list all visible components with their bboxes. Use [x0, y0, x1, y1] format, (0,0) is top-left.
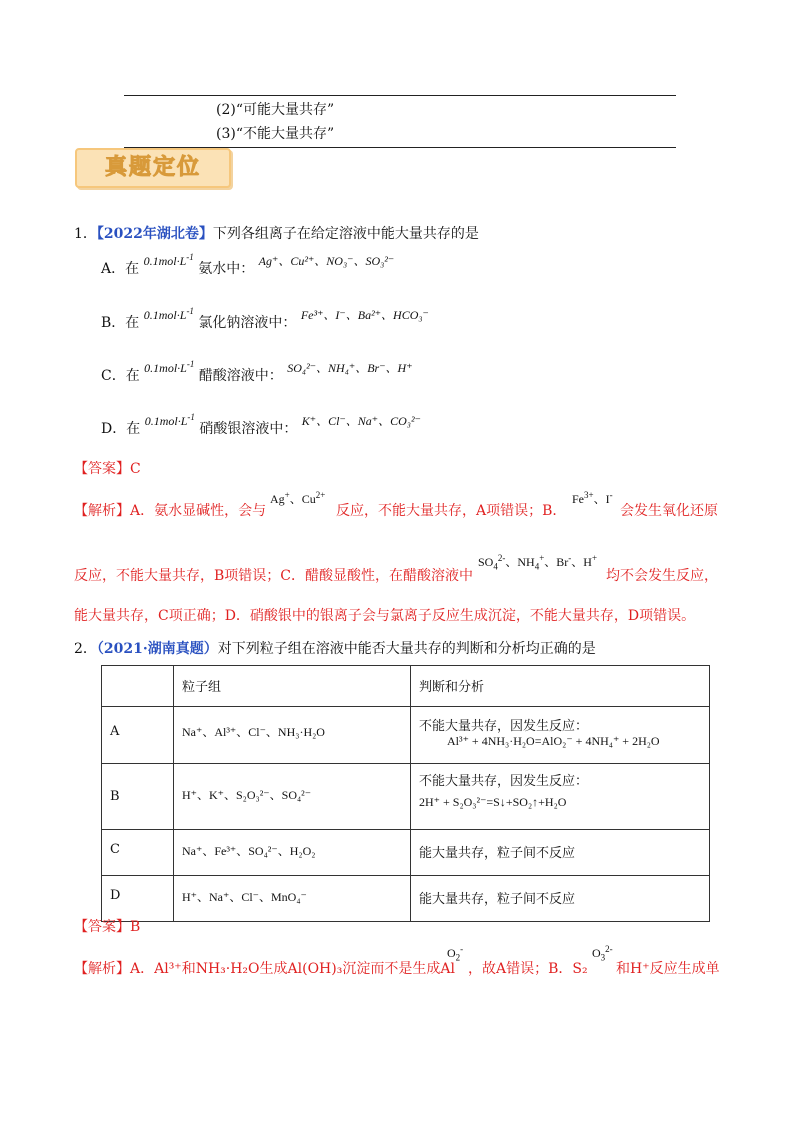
section-banner	[75, 148, 231, 188]
q2-analysis-ion-2: $O_3^{2-}$	[592, 944, 613, 963]
table-row[interactable]	[102, 876, 710, 922]
option-c-letter: C．在	[101, 368, 140, 384]
row-judge: 能大量共存，粒子间不反应	[411, 876, 710, 922]
q1-option-b[interactable]	[101, 306, 429, 332]
row-judge: 能大量共存，粒子间不反应	[411, 830, 710, 876]
q2-source: （2021·湖南真题）	[96, 641, 218, 657]
q2-analysis-line-1c: 和H⁺反应生成单	[616, 961, 720, 977]
q1-source: 【2022年湖北卷】	[96, 226, 213, 242]
option-d-ions: K⁺、Cl⁻、Na⁺、CO₃²⁻	[301, 414, 421, 428]
option-b-solution: 氯化钠溶液中：	[198, 315, 297, 331]
q2-answer-value: B	[130, 919, 141, 935]
q2-analysis-ion-1: $O_2^-$	[447, 944, 464, 963]
q2-table	[101, 665, 710, 922]
q1-stem: 下列各组离子在给定溶液中能大量共存的是	[212, 226, 479, 242]
option-a-solution: 氨水中：	[198, 261, 255, 277]
q1-analysis-ions-1: Ag+、$Cu^{2+}$	[270, 490, 326, 506]
row-particles: Na⁺、Al³⁺、Cl⁻、NH₃·H₂O	[174, 707, 411, 764]
header-item-2: (2)“可能大量共存”	[216, 102, 335, 118]
q2-analysis-line-1b: ，故A错误；B．S₂	[468, 961, 588, 977]
q1-analysis-line-2: 反应，不能大量共存，B项错误；C．醋酸显酸性，在醋酸溶液中	[74, 568, 473, 584]
q2-analysis-line-1: 【解析】A．Al³⁺和NH₃·H₂O生成Al(OH)₃沉淀而不是生成Al	[74, 961, 455, 977]
option-d-solution: 硝酸银溶液中：	[199, 421, 298, 437]
option-a-conc: $0.1mol\cdot L^{-1}$	[143, 252, 194, 268]
q1-analysis-line-1b: 反应，不能大量共存，A项错误；B．	[336, 503, 567, 519]
q2-answer	[74, 916, 140, 936]
option-d-conc: $0.1mol\cdot L^{-1}$	[144, 412, 195, 428]
q2-answer-label: 【答案】	[74, 919, 130, 935]
q1-option-c[interactable]	[101, 359, 413, 385]
table-header-blank	[102, 666, 174, 707]
q1-analysis-line-1: 【解析】A．氨水显碱性，会与	[74, 503, 267, 519]
option-b-ions: Fe³⁺、I⁻、Ba²⁺、HCO₃⁻	[300, 308, 429, 322]
q1-analysis-line-3: 能大量共存，C项正确；D．硝酸银中的银离子会与氯离子反应生成沉淀，不能大量共存，D项错误。	[74, 608, 696, 624]
row-label: D	[102, 876, 174, 922]
table-header-particles: 粒子组	[174, 666, 411, 707]
q1-number: 1．	[74, 226, 97, 242]
option-b-letter: B．在	[101, 315, 140, 331]
option-a-ions: Ag⁺、Cu²⁺、NO₃⁻、SO₃²⁻	[258, 254, 395, 268]
q2-number: 2．	[74, 641, 97, 657]
q1-stem-line	[74, 223, 479, 243]
option-b-conc: $0.1mol\cdot L^{-1}$	[143, 306, 194, 322]
q1-answer	[74, 458, 141, 478]
q1-option-d[interactable]	[101, 412, 421, 438]
q1-analysis-line-1c: 会发生氧化还原	[620, 503, 718, 519]
row-label: C	[102, 830, 174, 876]
row-particles: H⁺、K⁺、S₂O₃²⁻、SO₄²⁻	[174, 764, 411, 830]
q1-analysis-line-2b: 均不会发生反应，	[606, 568, 718, 584]
table-row[interactable]	[102, 830, 710, 876]
row-label: A	[102, 707, 174, 764]
option-d-letter: D．在	[101, 421, 141, 437]
section-banner-text: 真题定位	[104, 155, 201, 180]
header-rule-top	[124, 95, 676, 96]
option-a-letter: A．在	[101, 261, 140, 277]
row-label: B	[102, 764, 174, 830]
row-particles: H⁺、Na⁺、Cl⁻、MnO₄⁻	[174, 876, 411, 922]
option-c-solution: 醋酸溶液中：	[198, 368, 283, 384]
table-header-judge: 判断和分析	[411, 666, 710, 707]
q1-analysis-ions-2: $Fe^{3+}$、I-	[572, 490, 613, 506]
q1-answer-value: C	[130, 461, 141, 477]
row-particles: Na⁺、Fe³⁺、SO₄²⁻、H₂O₂	[174, 830, 411, 876]
table-row[interactable]	[102, 764, 710, 830]
row-judge: 不能大量共存，因发生反应： 2H⁺ + S₂O₃²⁻=S↓+SO₂↑+H₂O	[411, 764, 710, 830]
q2-stem-line	[74, 638, 596, 658]
q1-answer-label: 【答案】	[74, 461, 130, 477]
q1-option-a[interactable]	[101, 252, 395, 278]
header-item-3: (3)“不能大量共存”	[216, 126, 335, 142]
row-judge: 不能大量共存，因发生反应： Al³⁺ + 4NH₃·H₂O=AlO₂⁻ + 4NH₄⁺ + 2H₂O	[411, 707, 710, 764]
q2-stem: 对下列粒子组在溶液中能否大量共存的判断和分析均正确的是	[217, 641, 596, 657]
q1-analysis-ions-3: $SO_4^{2-}$、$NH_4^+$、Br-、H+	[478, 553, 598, 572]
table-header-row	[102, 666, 710, 707]
table-row[interactable]	[102, 707, 710, 764]
option-c-conc: $0.1mol\cdot L^{-1}$	[144, 359, 195, 375]
q1-analysis-label: 【解析】	[74, 503, 130, 519]
option-c-ions: SO₄²⁻、NH₄⁺、Br⁻、H⁺	[287, 361, 413, 375]
q2-analysis-label: 【解析】	[74, 961, 130, 977]
